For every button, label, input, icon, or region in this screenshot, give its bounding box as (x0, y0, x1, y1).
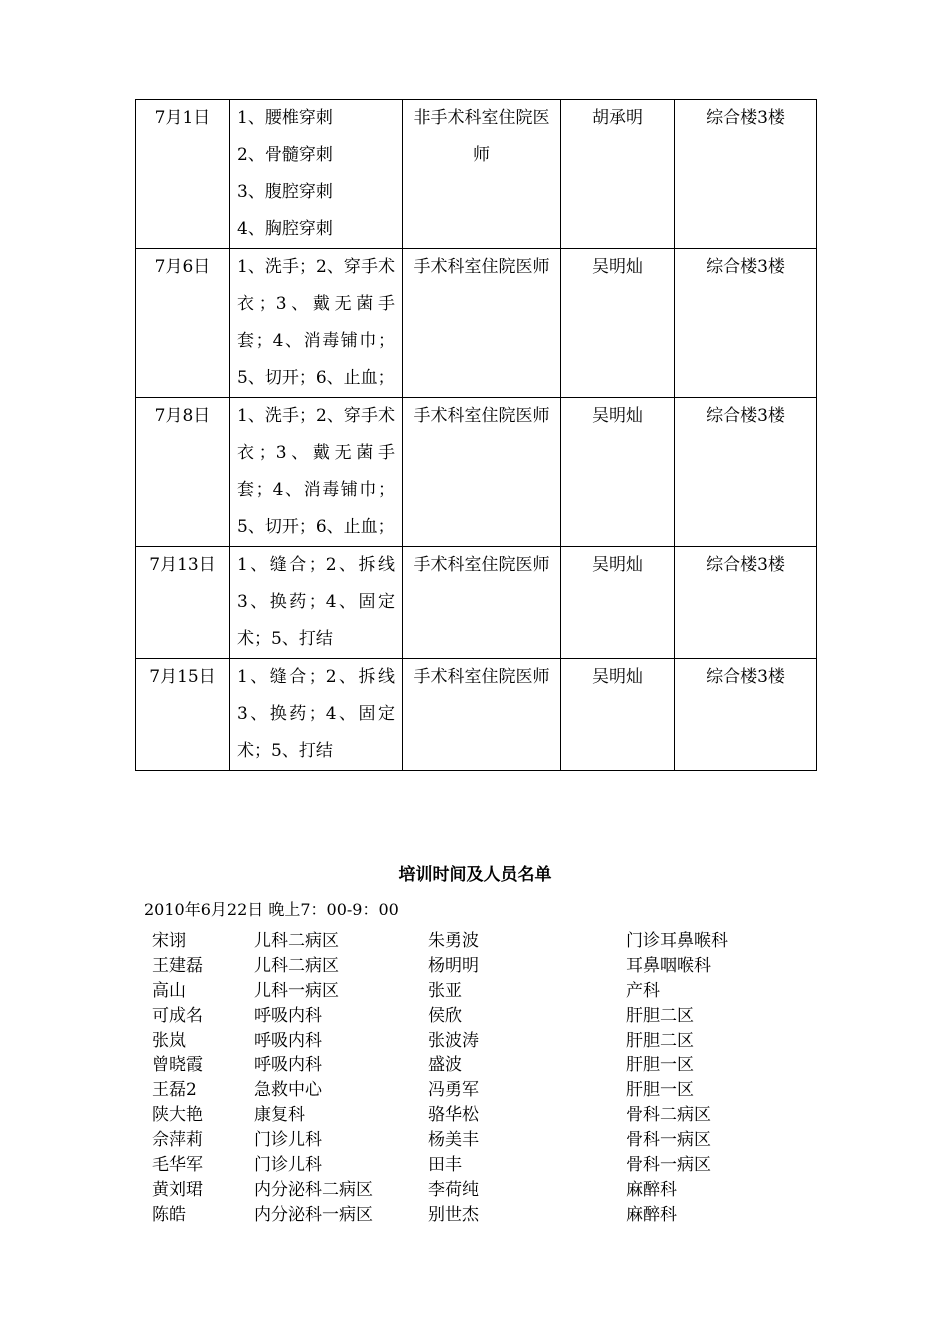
attendee-department: 肝胆一区 (626, 1055, 694, 1076)
topic-line: 1、腰椎穿刺 (237, 108, 333, 128)
audience-cell: 手术科室住院医师 (403, 659, 561, 771)
attendee-department: 呼吸内科 (254, 1005, 322, 1026)
topic-cell: 1、缝合；2、拆线3、换药；4、固定术；5、打结 (230, 547, 403, 659)
location-cell: 综合楼3楼 (675, 249, 817, 398)
location-cell: 综合楼3楼 (675, 100, 817, 249)
attendee-department: 呼吸内科 (254, 1030, 322, 1051)
location-cell: 综合楼3楼 (675, 547, 817, 659)
attendee-name: 陕大艳 (152, 1105, 203, 1126)
date-cell: 7月1日 (136, 100, 230, 249)
attendee-department: 麻醉科 (626, 1204, 677, 1225)
topic-line: 4、胸腔穿刺 (237, 219, 333, 239)
attendee-name: 可成名 (152, 1005, 203, 1026)
attendee-name: 侯欣 (428, 1005, 462, 1026)
attendee-department: 骨科一病区 (626, 1130, 711, 1151)
session-time: 2010年6月22日 晚上7：00-9：00 (144, 900, 399, 919)
location-cell: 综合楼3楼 (675, 398, 817, 547)
date-cell: 7月6日 (136, 249, 230, 398)
attendee-name: 王磊2 (152, 1080, 197, 1101)
attendee-department: 门诊儿科 (254, 1155, 322, 1176)
attendee-name: 田丰 (428, 1155, 462, 1176)
attendee-name: 张波涛 (428, 1030, 479, 1051)
attendee-department: 骨科二病区 (626, 1105, 711, 1126)
lecturer-cell: 吴明灿 (561, 547, 675, 659)
attendee-department: 内分泌科二病区 (254, 1179, 373, 1200)
attendee-department: 儿科二病区 (254, 931, 339, 951)
attendee-department: 耳鼻咽喉科 (626, 955, 711, 976)
audience-cell: 手术科室住院医师 (403, 398, 561, 547)
attendee-name: 黄刘珺 (152, 1179, 203, 1200)
attendee-name: 骆华松 (428, 1105, 479, 1126)
attendee-department: 门诊儿科 (254, 1130, 322, 1151)
attendee-name: 王建磊 (152, 955, 203, 976)
attendee-name: 杨明明 (428, 955, 479, 976)
attendee-name: 杨美丰 (428, 1130, 479, 1151)
attendee-department: 骨科一病区 (626, 1155, 711, 1176)
training-schedule-table (135, 99, 817, 771)
attendee-name: 李荷纯 (428, 1179, 479, 1200)
lecturer-cell: 吴明灿 (561, 398, 675, 547)
section-title: 培训时间及人员名单 (398, 865, 552, 885)
table-row (136, 249, 817, 398)
attendee-department: 儿科一病区 (254, 980, 339, 1001)
table-row (136, 547, 817, 659)
date-cell: 7月13日 (136, 547, 230, 659)
table-row (136, 100, 817, 249)
date-cell: 7月8日 (136, 398, 230, 547)
attendee-department: 产科 (626, 980, 660, 1001)
attendee-name: 佘萍莉 (152, 1130, 203, 1151)
attendee-name: 朱勇波 (428, 931, 479, 951)
attendee-department: 肝胆一区 (626, 1080, 694, 1101)
topic-cell: 1、洗手；2、穿手术衣；3、戴无菌手套；4、消毒铺巾；5、切开；6、止血； (230, 398, 403, 547)
attendee-department: 麻醉科 (626, 1179, 677, 1200)
attendee-name: 别世杰 (428, 1204, 479, 1225)
attendee-name: 张岚 (152, 1030, 186, 1051)
table-row (136, 659, 817, 771)
attendee-department: 康复科 (254, 1105, 305, 1126)
audience-cell: 手术科室住院医师 (403, 249, 561, 398)
attendee-name: 毛华军 (152, 1155, 203, 1176)
audience-cell: 手术科室住院医师 (403, 547, 561, 659)
attendee-name: 盛波 (428, 1055, 462, 1076)
attendee-department: 肝胆二区 (626, 1005, 694, 1026)
lecturer-cell: 吴明灿 (561, 659, 675, 771)
attendee-name: 曾晓霞 (152, 1055, 203, 1076)
attendee-name: 陈皓 (152, 1204, 186, 1225)
attendee-name: 张亚 (428, 980, 462, 1001)
audience-cell: 非手术科室住院医师 (403, 100, 561, 249)
topic-cell (230, 100, 403, 249)
attendee-department: 儿科二病区 (254, 955, 339, 976)
topic-line: 2、骨髓穿刺 (237, 145, 333, 165)
attendee-name: 冯勇军 (428, 1080, 479, 1101)
location-cell: 综合楼3楼 (675, 659, 817, 771)
lecturer-cell: 胡承明 (561, 100, 675, 249)
lecturer-cell: 吴明灿 (561, 249, 675, 398)
attendee-name: 宋诩 (152, 931, 186, 951)
topic-cell: 1、缝合；2、拆线3、换药；4、固定术；5、打结 (230, 659, 403, 771)
date-cell: 7月15日 (136, 659, 230, 771)
attendee-name: 高山 (152, 980, 186, 1001)
attendee-department: 肝胆二区 (626, 1030, 694, 1051)
attendee-department: 急救中心 (254, 1080, 322, 1101)
attendee-department: 呼吸内科 (254, 1055, 322, 1076)
table-row (136, 398, 817, 547)
attendee-department: 门诊耳鼻喉科 (626, 931, 728, 951)
attendee-department: 内分泌科一病区 (254, 1204, 373, 1225)
topic-line: 3、腹腔穿刺 (237, 182, 333, 202)
topic-cell: 1、洗手；2、穿手术衣；3、戴无菌手套；4、消毒铺巾；5、切开；6、止血； (230, 249, 403, 398)
